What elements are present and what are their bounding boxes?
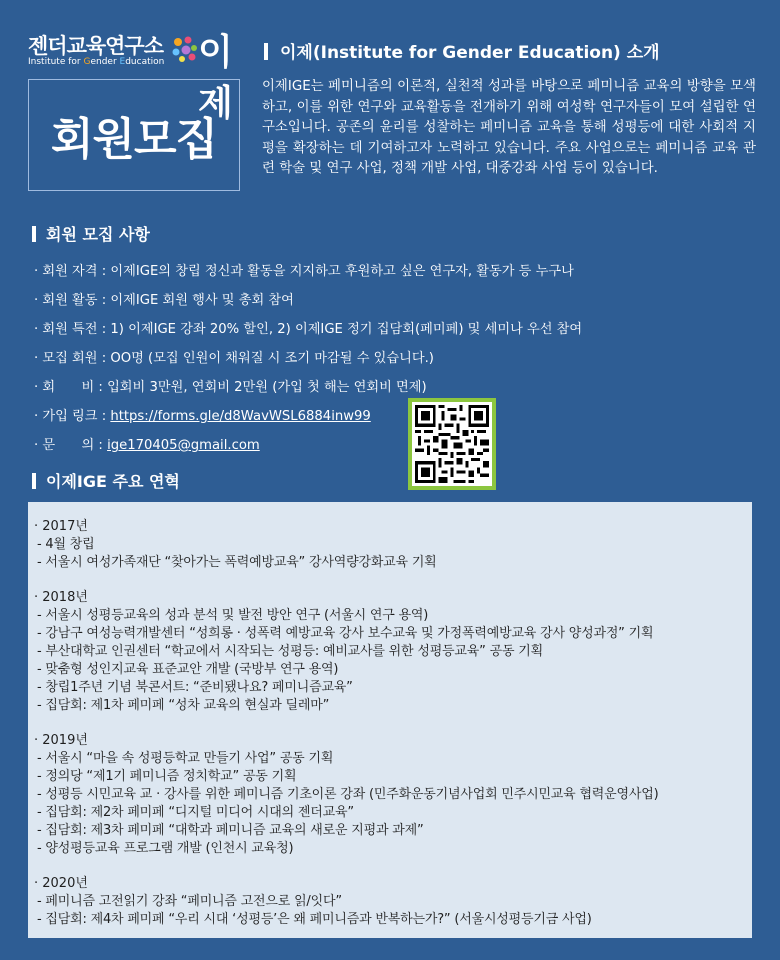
- recruit-item-benefit: · 회원 특전 : 1) 이제IGE 강좌 20% 할인, 2) 이제IGE 정기 집담회(페미페) 및 세미나 우선 참여: [34, 322, 583, 337]
- qr-code-icon: [415, 405, 489, 483]
- history-year-block: [34, 732, 752, 858]
- history-item: - 집담회: 제1차 페미페 “성차 교육의 현실과 딜레마”: [37, 698, 330, 713]
- history-section-heading: 이제IGE 주요 연혁: [32, 469, 180, 492]
- logo-korean-name: 젠더교육연구소: [28, 34, 164, 58]
- logo-dots-icon: [170, 34, 200, 64]
- recruit-item-qualification: · 회원 자격 : 이제IGE의 창립 정신과 활동을 지지하고 후원하고 싶은 연구자, 활동가 등 누구나: [34, 264, 574, 279]
- recruit-title-box: [28, 79, 240, 191]
- recruit-item-activity: · 회원 활동 : 이제IGE 회원 행사 및 총회 참여: [34, 293, 294, 308]
- history-item: - 4월 창립: [37, 537, 95, 552]
- history-item: - 서울시 “마을 속 성평등학교 만들기 사업” 공동 기획: [37, 751, 334, 766]
- history-year: · 2019년: [34, 733, 88, 748]
- history-item: - 강남구 여성능력개발센터 “성희롱 · 성폭력 예방교육 강사 보수교육 및 가정폭력예방교육 강사 양성과정” 기획: [37, 626, 654, 641]
- history-item: - 맞춤형 성인지교육 표준교안 개발 (국방부 연구 용역): [37, 662, 339, 677]
- history-item: - 정의당 “제1기 페미니즘 정치학교” 공동 기획: [37, 769, 297, 784]
- history-item: - 창립1주년 기념 북콘서트: “준비됐나요? 페미니즘교육”: [37, 680, 353, 695]
- qr-code[interactable]: [408, 398, 496, 490]
- recruit-item-fee: · 회 비 : 입회비 3만원, 연회비 2만원 (가입 첫 해는 연회비 면제): [34, 380, 427, 395]
- recruit-list: [34, 260, 734, 463]
- history-item: - 집담회: 제2차 페미페 “디지털 미디어 시대의 젠더교육”: [37, 805, 354, 820]
- recruit-item-link: · 가입 링크 : https://forms.gle/d8WavWSL6884inw99: [34, 409, 371, 424]
- history-item: - 집담회: 제3차 페미페 “대학과 페미니즘 교육의 새로운 지평과 과제”: [37, 823, 424, 838]
- history-panel: [28, 502, 752, 938]
- history-year-block: [34, 518, 752, 572]
- recruit-item-contact: · 문 의 : ige170405@gmail.com: [34, 438, 260, 453]
- recruit-item-capacity: · 모집 회원 : OO명 (모집 인원이 채워질 시 조기 마감될 수 있습니다.): [34, 351, 434, 366]
- history-item: - 서울시 여성가족재단 “찾아가는 폭력예방교육” 강사역량강화교육 기획: [37, 555, 437, 570]
- logo: [28, 28, 248, 124]
- intro-paragraph: 이제IGE는 페미니즘의 이론적, 실천적 성과를 바탕으로 페미니즘 교육의 방향을 모색하고, 이를 위한 연구와 교육활동을 전개하기 위해 여성학 연구자들이 모여 설립한 연구소입니다. 공존의 윤리를 성찰하는 페미니즘 교육을 통해 성평등에 대한 사회적 지평을 확장하는 데 기여하고자 노력하고 있습니다. 주요 사업으로는 페미니즘 교육 관련 학술 및 연구 사업, 정책 개발 사업, 대중강좌 사업 등이 있습니다.: [262, 79, 756, 177]
- history-year: · 2017년: [34, 519, 88, 534]
- history-year-block: [34, 589, 752, 715]
- history-item: - 부산대학교 인권센터 “학교에서 시작되는 성평등: 예비교사를 위한 성평등교육” 공동 기획: [37, 644, 543, 659]
- history-item: - 성평등 시민교육 교 · 강사를 위한 페미니즘 기초이론 강좌 (민주화운동기념사업회 민주시민교육 협력운영사업): [37, 787, 659, 802]
- history-year: · 2018년: [34, 590, 88, 605]
- history-item: - 집담회: 제4차 페미페 “우리 시대 ‘성평등’은 왜 페미니즘과 반복하는가?” (서울시성평등기금 사업): [37, 912, 592, 927]
- heading-bar: [32, 226, 36, 242]
- signup-link[interactable]: https://forms.gle/d8WavWSL6884inw99: [110, 409, 371, 424]
- history-item: - 양성평등교육 프로그램 개발 (인천시 교육청): [37, 841, 294, 856]
- heading-bar: [264, 43, 268, 60]
- logo-mark: 이제: [198, 32, 231, 124]
- contact-email-link[interactable]: ige170405@gmail.com: [107, 438, 260, 453]
- history-year-block: [34, 875, 752, 929]
- logo-english-name: Institute for Gender Education: [28, 57, 165, 67]
- history-item: - 페미니즘 고전읽기 강좌 “페미니즘 고전으로 읽/잇다”: [37, 894, 342, 909]
- history-item: - 서울시 성평등교육의 성과 분석 및 발전 방안 연구 (서울시 연구 용역): [37, 608, 429, 623]
- history-year: · 2020년: [34, 876, 88, 891]
- recruit-section-heading: 회원 모집 사항: [32, 222, 150, 245]
- intro-heading: 이제(Institute for Gender Education) 소개: [264, 38, 660, 63]
- recruit-title: 회원모집: [50, 114, 217, 165]
- heading-bar: [32, 473, 36, 489]
